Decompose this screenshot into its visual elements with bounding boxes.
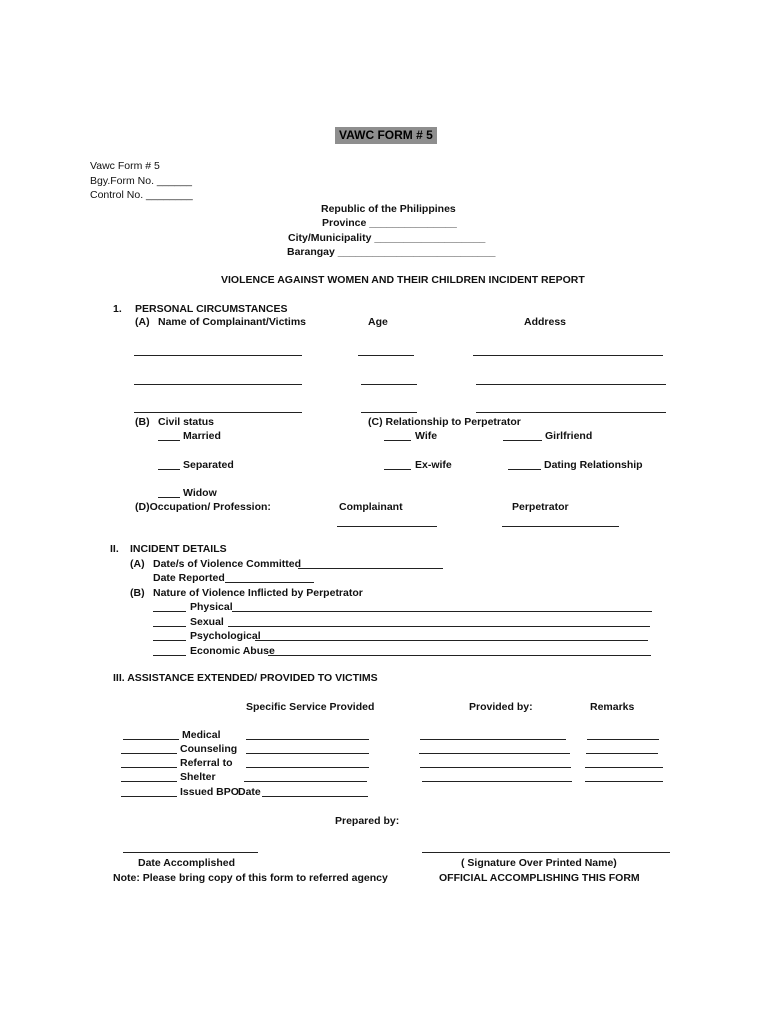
nature-violence-label: Nature of Violence Inflicted by Perpetrator — [153, 587, 363, 599]
age-line[interactable] — [361, 412, 417, 413]
economic-details-line[interactable] — [268, 655, 651, 656]
ex-wife-checkbox-line[interactable] — [384, 469, 411, 470]
bgy-form-number: Bgy.Form No. ______ — [90, 175, 192, 187]
age-label: Age — [368, 316, 388, 328]
date-reported-label: Date Reported — [153, 572, 225, 584]
issued-bpo-label: Issued BPO — [180, 786, 239, 798]
section2-b-label: (B) — [130, 587, 145, 599]
date-accomplished-label: Date Accomplished — [138, 857, 236, 869]
counseling-label: Counseling — [180, 743, 238, 755]
medical-checkbox-line[interactable] — [123, 739, 179, 740]
shelter-label: Shelter — [180, 771, 216, 783]
separated-label: Separated — [183, 459, 234, 471]
shelter-service-line[interactable] — [244, 781, 367, 782]
republic-heading: Republic of the Philippines — [321, 203, 456, 215]
name-line[interactable] — [134, 412, 302, 413]
note-text: Note: Please bring copy of this form to referred agency — [113, 872, 388, 884]
physical-checkbox-line[interactable] — [153, 611, 186, 612]
referral-provider-line[interactable] — [420, 767, 571, 768]
violence-dates-label: Date/s of Violence Committed — [153, 558, 302, 570]
section2-title: INCIDENT DETAILS — [130, 543, 227, 555]
city-field: City/Municipality ___________________ — [288, 232, 486, 244]
psychological-checkbox-line[interactable] — [153, 640, 186, 641]
bpo-date-line[interactable] — [262, 796, 368, 797]
psychological-label: Psychological — [190, 630, 261, 642]
counseling-remarks-line[interactable] — [586, 753, 658, 754]
economic-checkbox-line[interactable] — [153, 655, 186, 656]
sexual-label: Sexual — [190, 616, 224, 628]
age-line[interactable] — [358, 355, 414, 356]
shelter-checkbox-line[interactable] — [121, 781, 177, 782]
married-checkbox-line[interactable] — [158, 440, 180, 441]
complainant-occupation-line[interactable] — [337, 526, 437, 527]
section2-number: II. — [110, 543, 119, 555]
physical-label: Physical — [190, 601, 233, 613]
referral-label: Referral to — [180, 757, 233, 769]
signature-line[interactable] — [422, 852, 670, 853]
control-number: Control No. ________ — [90, 189, 193, 201]
name-line[interactable] — [134, 384, 302, 385]
signature-label: ( Signature Over Printed Name) — [461, 857, 617, 869]
provided-by-column-header: Provided by: — [469, 701, 533, 713]
report-title: VIOLENCE AGAINST WOMEN AND THEIR CHILDREN INCIDENT REPORT — [221, 274, 585, 286]
address-label: Address — [524, 316, 567, 328]
form-number: Vawc Form # 5 — [90, 160, 160, 172]
official-label: OFFICIAL ACCOMPLISHING THIS FORM — [439, 872, 640, 884]
perpetrator-occupation-line[interactable] — [502, 526, 619, 527]
service-column-header: Specific Service Provided — [246, 701, 375, 713]
complainant-name-label: Name of Complainant/Victims — [158, 316, 307, 328]
girlfriend-label: Girlfriend — [545, 430, 593, 442]
section2-a-label: (A) — [130, 558, 145, 570]
remarks-column-header: Remarks — [590, 701, 635, 713]
dating-checkbox-line[interactable] — [508, 469, 541, 470]
married-label: Married — [183, 430, 221, 442]
economic-abuse-label: Economic Abuse — [190, 645, 275, 657]
widow-label: Widow — [183, 487, 217, 499]
referral-remarks-line[interactable] — [585, 767, 663, 768]
address-line[interactable] — [473, 355, 663, 356]
section1-b-label: (B) — [135, 416, 150, 428]
address-line[interactable] — [476, 412, 666, 413]
medical-label: Medical — [182, 729, 221, 741]
medical-service-line[interactable] — [246, 739, 369, 740]
relationship-label: (C) Relationship to Perpetrator — [368, 416, 521, 428]
perpetrator-label: Perpetrator — [512, 501, 569, 513]
wife-label: Wife — [415, 430, 438, 442]
section3-title: III. ASSISTANCE EXTENDED/ PROVIDED TO VICTIMS — [113, 672, 378, 684]
separated-checkbox-line[interactable] — [158, 469, 180, 470]
shelter-remarks-line[interactable] — [585, 781, 663, 782]
bpo-date-label: Date — [238, 786, 261, 798]
sexual-details-line[interactable] — [228, 626, 650, 627]
name-line[interactable] — [134, 355, 302, 356]
widow-checkbox-line[interactable] — [158, 497, 180, 498]
medical-provider-line[interactable] — [420, 739, 566, 740]
girlfriend-checkbox-line[interactable] — [503, 440, 542, 441]
physical-details-line[interactable] — [232, 611, 652, 612]
wife-checkbox-line[interactable] — [384, 440, 411, 441]
form-title: VAWC FORM # 5 — [335, 127, 437, 144]
address-line[interactable] — [476, 384, 666, 385]
section1-title: PERSONAL CIRCUMSTANCES — [135, 303, 288, 315]
date-accomplished-line[interactable] — [123, 852, 258, 853]
counseling-service-line[interactable] — [246, 753, 369, 754]
shelter-provider-line[interactable] — [422, 781, 572, 782]
occupation-label: (D)Occupation/ Profession: — [135, 501, 271, 513]
medical-remarks-line[interactable] — [587, 739, 659, 740]
ex-wife-label: Ex-wife — [415, 459, 452, 471]
section1-number: 1. — [113, 303, 122, 315]
barangay-field: Barangay ___________________________ — [287, 246, 496, 258]
age-line[interactable] — [361, 384, 417, 385]
dating-relationship-label: Dating Relationship — [544, 459, 643, 471]
referral-checkbox-line[interactable] — [121, 767, 177, 768]
date-reported-line[interactable] — [225, 582, 314, 583]
section1-a-label: (A) — [135, 316, 150, 328]
province-field: Province _______________ — [322, 217, 457, 229]
sexual-checkbox-line[interactable] — [153, 626, 186, 627]
prepared-by-label: Prepared by: — [335, 815, 400, 827]
counseling-provider-line[interactable] — [419, 753, 570, 754]
issued-bpo-checkbox-line[interactable] — [121, 796, 177, 797]
referral-service-line[interactable] — [246, 767, 369, 768]
civil-status-label: Civil status — [158, 416, 215, 428]
counseling-checkbox-line[interactable] — [121, 753, 177, 754]
violence-dates-line[interactable] — [298, 568, 443, 569]
complainant-label: Complainant — [339, 501, 403, 513]
psychological-details-line[interactable] — [255, 640, 648, 641]
